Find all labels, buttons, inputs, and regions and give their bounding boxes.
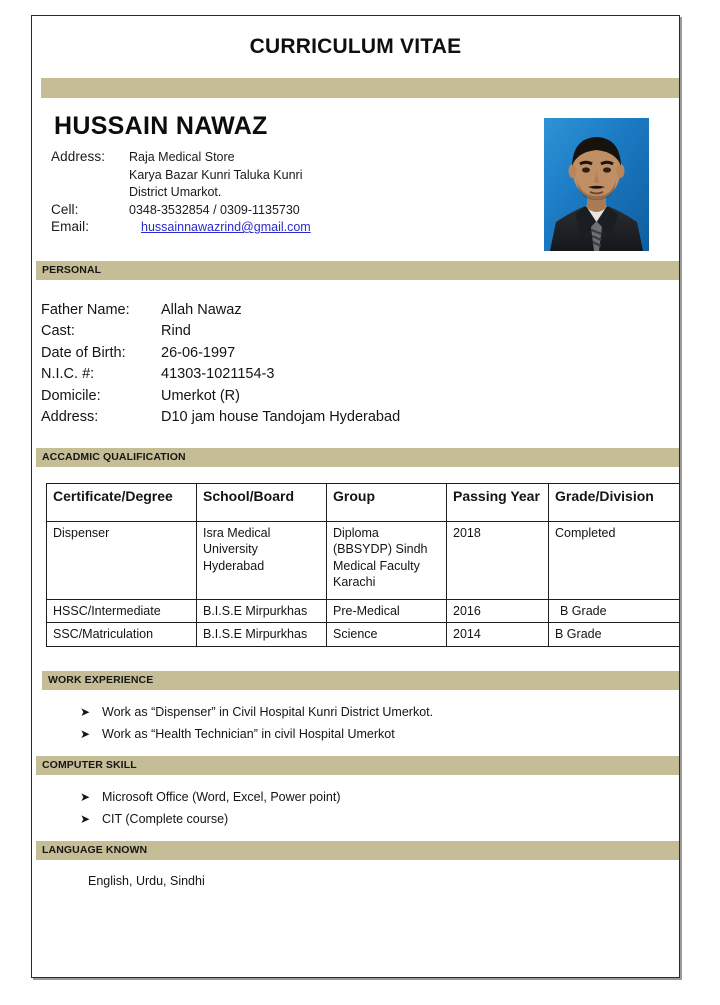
cell-group: Science bbox=[327, 623, 447, 647]
column-header-grade: Grade/Division bbox=[549, 483, 680, 521]
personal-details-table bbox=[41, 300, 400, 429]
table-row bbox=[41, 364, 400, 386]
personal-field-label: Cast: bbox=[41, 323, 75, 339]
contact-row-address bbox=[51, 149, 311, 167]
table-row bbox=[47, 623, 680, 647]
contact-row-address-3 bbox=[51, 184, 311, 202]
list-item-label: CIT (Complete course) bbox=[102, 811, 229, 826]
page-title: CURRICULUM VITAE bbox=[249, 35, 462, 58]
personal-field-value: Allah Nawaz bbox=[161, 301, 242, 318]
personal-field-label: Domicile: bbox=[41, 387, 101, 404]
cell-value: 0348-3532854 / 0309-1135730 bbox=[129, 202, 300, 217]
personal-field-label: Address: bbox=[41, 409, 99, 425]
spacer-cell bbox=[51, 184, 129, 202]
cell-group: Pre-Medical bbox=[327, 599, 447, 623]
list-item bbox=[32, 786, 679, 808]
address-line-3: District Umarkot. bbox=[129, 185, 222, 199]
arrow-bullet-icon: ➤ bbox=[80, 726, 91, 741]
candidate-name: HUSSAIN NAWAZ bbox=[54, 112, 268, 140]
table-row bbox=[41, 321, 400, 343]
column-header-year: Passing Year bbox=[447, 483, 549, 521]
list-item bbox=[32, 701, 679, 723]
table-row bbox=[41, 386, 400, 408]
address-line-1: Raja Medical Store bbox=[129, 150, 235, 164]
section-header-work-experience: WORK EXPERIENCE bbox=[42, 671, 680, 690]
arrow-bullet-icon: ➤ bbox=[80, 789, 91, 804]
personal-field-value: 26-06-1997 bbox=[161, 344, 236, 361]
email-link[interactable]: hussainnawazrind@gmail.com bbox=[141, 220, 311, 234]
cell-year: 2014 bbox=[447, 623, 549, 647]
profile-photo-graphic bbox=[544, 118, 649, 251]
cell-grade: B Grade bbox=[549, 623, 680, 647]
qualification-table bbox=[46, 483, 680, 647]
spacer bbox=[32, 429, 679, 448]
personal-field-label: Date of Birth: bbox=[41, 344, 126, 361]
arrow-bullet-icon: ➤ bbox=[80, 704, 91, 719]
personal-field-label: Father Name: bbox=[41, 301, 130, 318]
qualification-table-wrap bbox=[32, 467, 679, 647]
list-item-label: Work as “Dispenser” in Civil Hospital Kunri District Umerkot. bbox=[102, 704, 434, 719]
table-header-row bbox=[47, 483, 680, 521]
cell-year: 2018 bbox=[447, 521, 549, 599]
column-header-certificate: Certificate/Degree bbox=[47, 483, 197, 521]
spacer-cell bbox=[51, 167, 129, 185]
email-value-cell bbox=[129, 219, 311, 237]
email-label: Email: bbox=[51, 219, 90, 234]
personal-field-value: Umerkot (R) bbox=[161, 387, 240, 404]
cell-certificate: Dispenser bbox=[47, 521, 197, 599]
personal-field-label: N.I.C. #: bbox=[41, 366, 95, 382]
header-block bbox=[32, 112, 679, 237]
address-label: Address: bbox=[51, 149, 106, 164]
cell-school: B.I.S.E Mirpurkhas bbox=[197, 599, 327, 623]
cell-grade: B Grade bbox=[549, 599, 680, 623]
cell-group: Diploma (BBSYDP) Sindh Medical Faculty Karachi bbox=[327, 521, 447, 599]
spacer bbox=[32, 647, 679, 671]
cv-page bbox=[31, 15, 680, 978]
table-row bbox=[47, 599, 680, 623]
column-header-school: School/Board bbox=[197, 483, 327, 521]
contact-row-email bbox=[51, 219, 311, 237]
work-experience-list bbox=[32, 701, 679, 745]
table-row bbox=[41, 407, 400, 429]
cell-label: Cell: bbox=[51, 201, 79, 217]
section-header-language-known: LANGUAGE KNOWN bbox=[36, 841, 680, 860]
top-accent-bar bbox=[41, 78, 680, 98]
column-header-group: Group bbox=[327, 483, 447, 521]
section-header-academic: ACCADMIC QUALIFICATION bbox=[36, 448, 680, 467]
address-line-2: Karya Bazar Kunri Taluka Kunri bbox=[129, 167, 303, 182]
spacer bbox=[32, 830, 679, 841]
cell-school: Isra Medical University Hyderabad bbox=[197, 521, 327, 599]
table-row bbox=[41, 343, 400, 365]
computer-skill-list bbox=[32, 786, 679, 830]
cell-grade: Completed bbox=[549, 521, 680, 599]
list-item bbox=[32, 723, 679, 745]
list-item-label: Work as “Health Technician” in civil Hospital Umerkot bbox=[102, 726, 395, 741]
contact-row-address-2 bbox=[51, 167, 311, 185]
table-row bbox=[47, 521, 680, 599]
section-header-computer-skill: COMPUTER SKILL bbox=[36, 756, 680, 775]
language-known-value: English, Urdu, Sindhi bbox=[88, 873, 205, 888]
list-item bbox=[32, 808, 679, 830]
table-row bbox=[41, 300, 400, 322]
profile-photo bbox=[544, 118, 649, 251]
contact-row-cell bbox=[51, 202, 311, 220]
cell-year: 2016 bbox=[447, 599, 549, 623]
arrow-bullet-icon: ➤ bbox=[80, 811, 91, 826]
cell-certificate: SSC/Matriculation bbox=[47, 623, 197, 647]
personal-field-value: D10 jam house Tandojam Hyderabad bbox=[161, 409, 401, 425]
personal-field-value: 41303-1021154-3 bbox=[161, 366, 275, 382]
spacer bbox=[32, 745, 679, 756]
cell-school: B.I.S.E Mirpurkhas bbox=[197, 623, 327, 647]
personal-field-value: Rind bbox=[161, 323, 191, 339]
section-header-personal: PERSONAL bbox=[36, 261, 680, 280]
cell-certificate: HSSC/Intermediate bbox=[47, 599, 197, 623]
list-item-label: Microsoft Office (Word, Excel, Power point) bbox=[102, 789, 341, 804]
contact-details bbox=[51, 149, 311, 237]
